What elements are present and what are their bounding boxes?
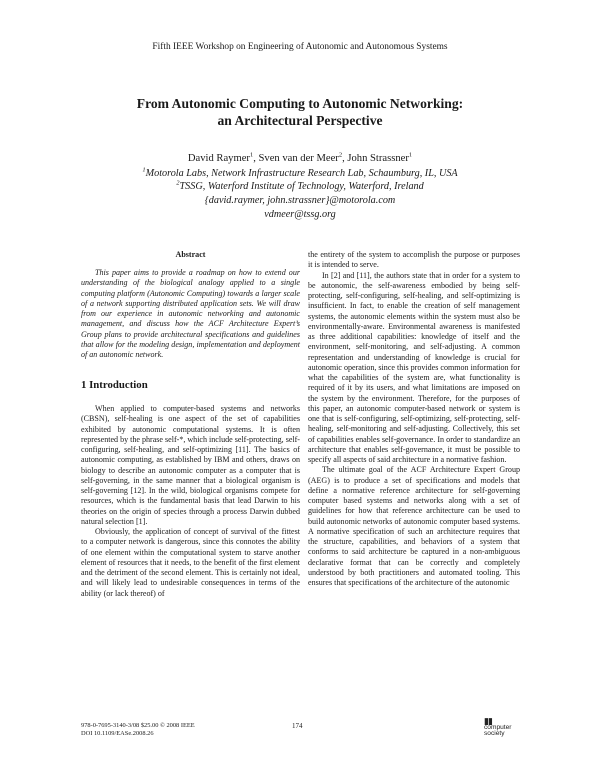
right-paragraph-2: The ultimate goal of the ACF Architecture Expert Group (AEG) is to produce a set of specifications and models that define a normative reference architecture for self-governing computer based systems and networks along with a set of guidelines for how that reference architecture can be used to build autonomic networks of autonomic computer based systems. A normative specification of such an architecture requires that the structure, capabilities, and behaviors of a system that conforms to said architecture be captured in a non-ambiguous declarative format that can be correctly and completely understood by both practitioners and automated tooling. This ensures that specifications of the architecture of the autonomic xyxy=(308,465,520,587)
intro-paragraph-2: Obviously, the application of concept of survival of the fittest to a computer network is dangerous, since this connotes the ability of one element within the computational system to starve another element of resources that it needs, to the benefit of the first element and the detriment of the second element. This is certainly not ideal, and will likely lead to undesirable consequences in terms of the ability (or lack thereof) of xyxy=(81,527,300,598)
right-column-body xyxy=(308,250,520,588)
email-tssg: vdmeer@tssg.org xyxy=(264,209,336,220)
logo-text-line1: computer xyxy=(484,723,512,731)
email-motorola: {david.raymer, john.strassner}@motorola.com xyxy=(204,195,396,206)
author-1-affiliation: 1 xyxy=(249,151,254,159)
right-paragraph-1: In [2] and [11], the authors state that in order for a system to be autonomic, the self-awareness embodied by being self-protecting, self-configuring, self-healing, and self-optimizing is insufficient. In fact, to enable the creation of self management systems, the autonomic elements within the system must also be environmentally-aware. Environmental awareness is manifested as three additional capabilities: knowledge of itself and the environment, self-monitoring, and self-adjusting. A common representation and understanding of knowledge is crucial for autonomic operation, since this provides common information for what the capabilities of the system are, what functionality is required of it by its users, and what limitations are imposed on the system by the environment. Therefore, for the purposes of this paper, an autonomic computer-based network or system is one that is self-configuring, self-optimizing, self-protecting, self-healing, self-monitoring and self-adjusting. Collectively, this set of capabilities enables self-governance. In order to standardize an architecture that enables self-governance, it must be possible to specify all aspects of said architecture in a normative fashion. xyxy=(308,270,520,464)
affiliation-1-marker: 1 xyxy=(142,166,146,174)
author-2-affiliation: 2 xyxy=(338,151,343,159)
paper-title-line1: From Autonomic Computing to Autonomic Networking: xyxy=(136,96,464,111)
affiliation-1 xyxy=(0,168,600,179)
affiliation-2 xyxy=(0,181,600,192)
logo-text-line2: society xyxy=(484,730,505,738)
page-number: 174 xyxy=(292,722,303,730)
introduction-body xyxy=(81,404,300,599)
intro-paragraph-1: When applied to computer-based systems and networks (CBSN), self-healing is one aspect of the set of capabilities exhibited by autonomic computational systems. It is often represented by the phrase self-*, which include self-protecting, self-configuring, self-healing, and self-optimizing [11]. The basics of autonomic computing, as established by IBM and others, draws on biology to describe an autonomic computer as a computer that is self-governing, in the same manner that a biological organism is self-governing [12]. In the wild, biological organisms compete for resources, which is the fundamental basis that lead Darwin to his theories on the origin of species through a process Darwin dubbed natural selection [1]. xyxy=(81,404,300,526)
computer-society-logo xyxy=(484,718,512,738)
computer-society-mark-icon: ▮▮ xyxy=(484,716,492,726)
abstract-body: This paper aims to provide a roadmap on how to extend our understanding of the biological analogy applied to a single computing platform (Autonomic Computing) towards a larger scale of a network supporting distributed application sets. We will draw from our experience in autonomic networking and autonomic management, and discuss how the ACF Architecture Expert’s Group plans to provide architectural specifications and guidelines that allow for the modeling design, implementation and deployment of an autonomic network. xyxy=(81,268,300,359)
paper-title-line2: an Architectural Perspective xyxy=(217,113,383,128)
conference-header: Fifth IEEE Workshop on Engineering of Autonomic and Autonomous Systems xyxy=(152,42,448,52)
footer-isbn: 978-0-7695-3140-3/08 $25.00 © 2008 IEEE xyxy=(81,722,195,729)
introduction-heading: 1 Introduction xyxy=(81,379,148,391)
author-2: , Sven van der Meer xyxy=(253,153,339,164)
affiliation-1-text: Motorola Labs, Network Infrastructure Research Lab, Schaumburg, IL, USA xyxy=(145,168,458,179)
author-3: , John Strassner xyxy=(342,153,409,164)
right-paragraph-0: the entirety of the system to accomplish the purpose or purposes it is intended to serve. xyxy=(308,250,520,270)
author-list xyxy=(0,153,600,164)
affiliation-2-text: TSSG, Waterford Institute of Technology, Waterford, Ireland xyxy=(179,181,424,192)
author-1: David Raymer xyxy=(187,153,250,164)
author-3-affiliation: 1 xyxy=(408,151,413,159)
footer-doi: DOI 10.1109/EASe.2008.26 xyxy=(81,730,154,737)
abstract-heading: Abstract xyxy=(175,250,206,259)
affiliation-2-marker: 2 xyxy=(176,179,180,187)
footer-copyright xyxy=(81,722,195,738)
